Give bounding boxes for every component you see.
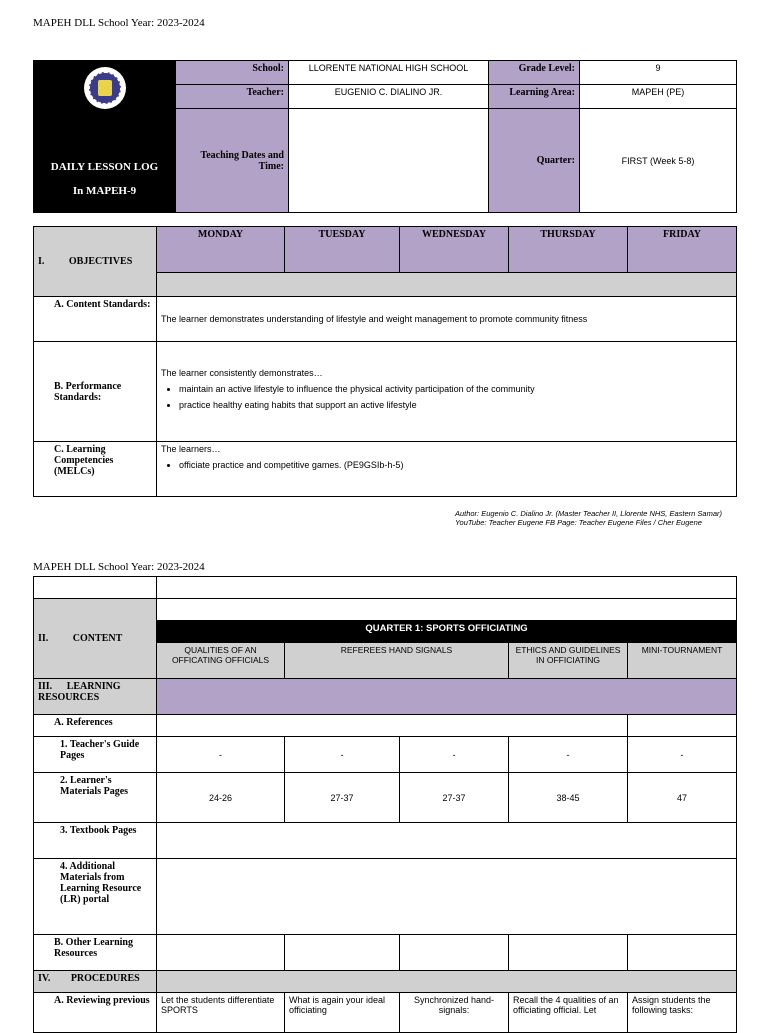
content-standards-text: The learner demonstrates understanding of lifestyle and weight management to promote community fitness: [157, 297, 737, 342]
performance-item: • maintain an active lifestyle to influence the physical activity participation of the community: [179, 384, 732, 394]
procedures-label: PROCEDURES: [70, 973, 140, 984]
log-title: DAILY LESSON LOG: [50, 161, 159, 173]
resources-num: III.: [38, 681, 53, 692]
school-label: School:: [176, 61, 289, 85]
dates-value: [289, 109, 489, 213]
day-friday: FRIDAY: [628, 227, 737, 273]
content-heading: [34, 599, 157, 679]
reviewing-tuesday: What is again your ideal officiating: [285, 993, 400, 1033]
competency-item: • officiate practice and competitive games. (PE9GSIb-h-5): [179, 460, 732, 470]
performance-standards-label: B. Performance Standards:: [34, 342, 157, 442]
objectives-gray-bar: [157, 273, 737, 297]
reviewing-label: A. Reviewing previous: [34, 993, 157, 1033]
lm-pages-wednesday: 27-37: [400, 773, 509, 823]
performance-intro: The learner consistently demonstrates…: [161, 367, 323, 378]
other-resources-label: B. Other Learning Resources: [34, 935, 157, 971]
other-resources-monday: [157, 935, 285, 971]
competencies-intro: The learners…: [161, 444, 221, 454]
area-value: MAPEH (PE): [580, 85, 737, 109]
topic-ethics: ETHICS AND GUIDELINES IN OFFICIATING: [509, 643, 628, 679]
reviewing-friday: Assign students the following tasks:: [628, 993, 737, 1033]
quarter-banner: QUARTER 1: SPORTS OFFICIATING: [157, 621, 737, 643]
competencies-list: [161, 460, 732, 470]
tg-pages-tuesday: -: [285, 737, 400, 773]
references-blank: [157, 715, 628, 737]
other-resources-friday: [628, 935, 737, 971]
blank-cell: [34, 577, 157, 599]
deped-logo-cell: [34, 61, 176, 213]
lm-pages-thursday: 38-45: [509, 773, 628, 823]
tg-pages-thursday: -: [509, 737, 628, 773]
log-subtitle: In MAPEH-9: [72, 185, 137, 197]
other-resources-tuesday: [285, 935, 400, 971]
textbook-pages-blank: [157, 823, 737, 859]
lm-pages-tuesday: 27-37: [285, 773, 400, 823]
teacher-label: Teacher:: [176, 85, 289, 109]
reviewing-thursday: Recall the 4 qualities of an officiating official. Let: [509, 993, 628, 1033]
objectives-num: I.: [38, 256, 45, 267]
references-label: A. References: [34, 715, 157, 737]
tg-pages-wednesday: -: [400, 737, 509, 773]
procedures-num: IV.: [38, 973, 51, 984]
reviewing-monday: Let the students differentiate SPORTS: [157, 993, 285, 1033]
performance-list: [161, 384, 732, 410]
references-blank-fri: [628, 715, 737, 737]
grade-value: 9: [580, 61, 737, 85]
dates-label: Teaching Dates and Time:: [176, 109, 289, 213]
content-num: II.: [38, 633, 49, 644]
topic-hand-signals: REFEREES HAND SIGNALS: [285, 643, 509, 679]
area-label: Learning Area:: [489, 85, 580, 109]
author-links: YouTube: Teacher Eugene FB Page: Teacher Eugene Files / Cher Eugene: [454, 518, 702, 527]
teacher-value: EUGENIO C. DIALINO JR.: [289, 85, 489, 109]
tg-pages-friday: -: [628, 737, 737, 773]
grade-label: Grade Level:: [489, 61, 580, 85]
objectives-table: [33, 226, 737, 497]
quarter-label: Quarter:: [489, 109, 580, 213]
deped-seal-icon: [84, 67, 126, 109]
performance-standards-cell: [157, 342, 737, 442]
topic-mini-tournament: MINI-TOURNAMENT: [628, 643, 737, 679]
content-blank-row: [157, 599, 737, 621]
objectives-heading: [34, 227, 157, 297]
lm-pages-monday: 24-26: [157, 773, 285, 823]
author-line: Author: Eugenio C. Dialino Jr. (Master Teacher II, Llorente NHS, Eastern Samar): [454, 509, 722, 518]
competencies-label: C. Learning Competencies (MELCs): [34, 442, 157, 497]
document-title: MAPEH DLL School Year: 2023-2024: [33, 17, 205, 29]
resources-heading: [34, 679, 157, 715]
topic-qualities: QUALITIES OF AN OFFICATING OFFICIALS: [157, 643, 285, 679]
performance-item: • practice healthy eating habits that support an active lifestyle: [179, 400, 732, 410]
document-title-2: MAPEH DLL School Year: 2023-2024: [33, 561, 205, 573]
resources-label: LEARNING RESOURCES: [38, 681, 121, 703]
content-label: CONTENT: [72, 633, 123, 644]
textbook-pages-label: 3. Textbook Pages: [34, 823, 157, 859]
competencies-cell: [157, 442, 737, 497]
school-value: LLORENTE NATIONAL HIGH SCHOOL: [289, 61, 489, 85]
author-credit: [455, 509, 722, 527]
other-resources-thursday: [509, 935, 628, 971]
header-table: [33, 60, 737, 213]
quarter-value: FIRST (Week 5-8): [580, 109, 737, 213]
blank-row: [157, 577, 737, 599]
other-resources-wednesday: [400, 935, 509, 971]
tg-pages-label: 1. Teacher's Guide Pages: [34, 737, 157, 773]
additional-materials-blank: [157, 859, 737, 935]
objectives-label: OBJECTIVES: [68, 256, 133, 267]
lm-pages-label: 2. Learner's Materials Pages: [34, 773, 157, 823]
reviewing-wednesday: Synchronized hand-signals:: [400, 993, 509, 1033]
additional-materials-label: 4. Additional Materials from Learning Resource (LR) portal: [34, 859, 157, 935]
lm-pages-friday: 47: [628, 773, 737, 823]
day-thursday: THURSDAY: [509, 227, 628, 273]
content-table: [33, 576, 737, 1033]
content-standards-label: A. Content Standards:: [34, 297, 157, 342]
day-tuesday: TUESDAY: [285, 227, 400, 273]
day-wednesday: WEDNESDAY: [400, 227, 509, 273]
resources-purple-bar: [157, 679, 737, 715]
procedures-gray-bar: [157, 971, 737, 993]
tg-pages-monday: -: [157, 737, 285, 773]
procedures-heading: [34, 971, 157, 993]
day-monday: MONDAY: [157, 227, 285, 273]
